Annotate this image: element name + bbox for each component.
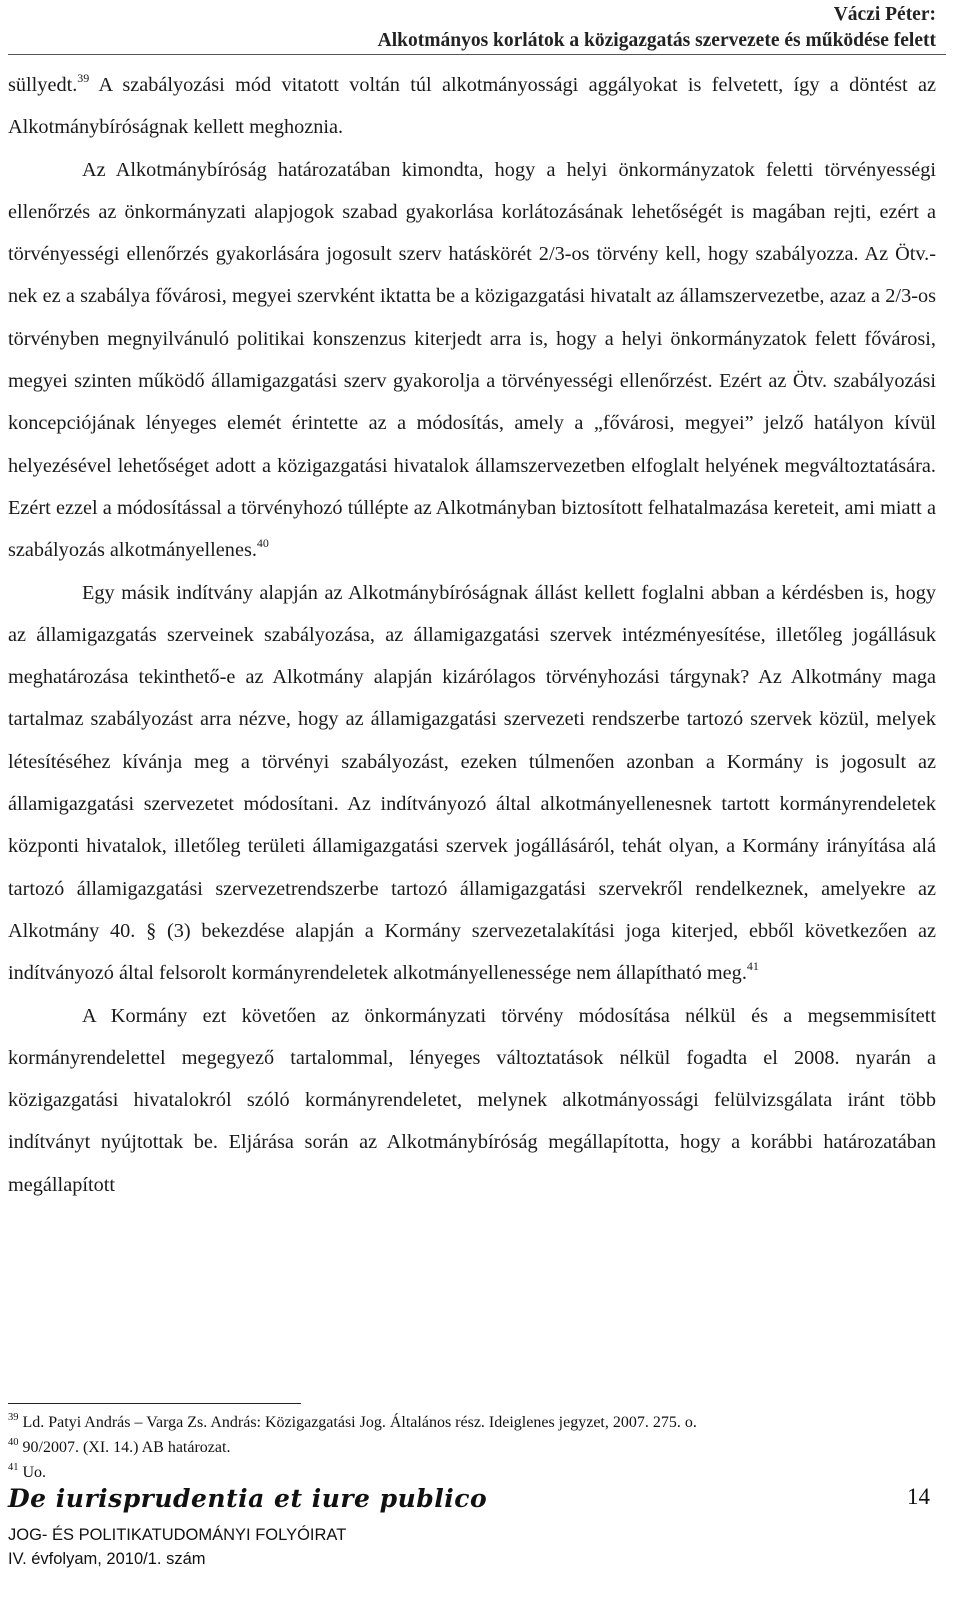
footnote-ref-40[interactable]: 40 xyxy=(256,536,269,551)
paragraph-2-text: Az Alkotmánybíróság határozatában kimondta, hogy a helyi önkormányzatok feletti törvényességi ellenőrzés az önkormányzati alapjogok szabad gyakorlása korlátozásának lehetőségét is magában rejti, ezért a törvényességi ellenőrzés gyakorlására jogosult szerv hatáskörét 2/3-os törvény kell, hogy szabályozza. Az Ötv.-nek ez a szabálya fővárosi, megyei szervként iktatta be a közigazgatási hivatalt az államszervezetbe, azaz a 2/3-os törvényben megnyilvánuló politikai konszenzus kiterjedt arra is, hogy a helyi önkormányzatok felett fővárosi, megyei szinten működő államigazgatási szerv gyakorolja a törvényességi ellenőrzést. Ezért az Ötv. szabályozási koncepciójának lényeges elemét érintette az a módosítás, amely a „fővárosi, megyei” jelző hatályon kívül helyezésével lehetőséget adott a közigazgatási hivatalok államszervezetben elfoglalt helyének megváltoztatására. Ezért ezzel a módosítással a törvényhozó túllépte az Alkotmányban biztosított felhatalmazása kereteit, ami miatt a szabályozás alkotmányellenes. xyxy=(8,158,936,562)
footnote-41 xyxy=(8,1460,938,1485)
header-author: Váczi Péter: xyxy=(833,4,936,25)
paragraph-1-text: süllyedt. xyxy=(8,74,78,96)
footnote-text: Uo. xyxy=(22,1464,47,1481)
body-text xyxy=(8,64,936,1206)
footnote-number: 39 xyxy=(8,1412,19,1423)
paragraph-3 xyxy=(8,572,936,995)
footnote-ref-41[interactable]: 41 xyxy=(746,959,759,974)
footnote-divider xyxy=(8,1403,301,1404)
header-divider xyxy=(8,54,946,55)
footnote-ref-39[interactable]: 39 xyxy=(77,71,90,85)
paragraph-1-text-cont: A szabályozási mód vitatott voltán túl alkotmányossági aggályokat is felvetett, így a döntést az Alkotmánybíróságnak kellett meghoznia. xyxy=(8,74,936,139)
footnote-39 xyxy=(8,1410,938,1435)
journal-subtitle: JOG- ÉS POLITIKATUDOMÁNYI FOLYÓIRAT xyxy=(8,1526,347,1544)
journal-title: De iurisprudentia et iure publico xyxy=(8,1484,488,1513)
page-number: 14 xyxy=(907,1484,930,1509)
paragraph-2 xyxy=(8,149,936,572)
paragraph-4 xyxy=(8,995,936,1206)
footnote-number: 40 xyxy=(8,1437,19,1448)
running-header xyxy=(378,2,936,54)
paragraph-1 xyxy=(8,64,936,149)
footnote-number: 41 xyxy=(8,1462,19,1473)
journal-issue: IV. évfolyam, 2010/1. szám xyxy=(8,1550,206,1568)
paragraph-4-text: A Kormány ezt követően az önkormányzati törvény módosítása nélkül és a megsemmisített kormányrendelettel megegyező tartalommal, lényeges változtatások nélkül fogadta el 2008. nyarán a közigazgatási hivatalokról szóló kormányrendeletet, melynek alkotmányossági felülvizsgálata iránt több indítványt nyújtottak be. Eljárása során az Alkotmánybíróság megállapította, hogy a korábbi határozatában megállapított xyxy=(8,1004,936,1196)
footnote-text: 90/2007. (XI. 14.) AB határozat. xyxy=(22,1439,231,1456)
footnote-40 xyxy=(8,1435,938,1460)
paragraph-3-text: Egy másik indítvány alapján az Alkotmánybíróságnak állást kellett foglalni abban a kérdésben is, hogy az államigazgatás szerveinek szabályozása, az államigazgatási szervek intézményesítése, illetőleg jogállásuk meghatározása tekinthető-e az Alkotmány alapján kizárólagos törvényhozási tárgynak? Az Alkotmány maga tartalmaz szabályozást arra nézve, hogy az államigazgatási szervezeti rendszerbe tartozó szervek közül, melyek létesítéséhez kívánja meg a törvényi szabályozást, ezeken túlmenően azonban a Kormány is jogosult az államigazgatási szervezetet módosítani. Az indítványozó által alkotmányellenesnek tartott kormányrendeletek központi hivatalok, illetőleg területi államigazgatási szervek jogállásáról, tehát olyan, a Kormány irányítása alá tartozó államigazgatási szervezetrendszerbe tartozó államigazgatási szervekről rendelkeznek, amelyekre az Alkotmány 40. § (3) bekezdése alapján a Kormány szervezetalakítási joga kiterjed, ebből következően az indítványozó által felsorolt kormányrendeletek alkotmányellenessége nem állapítható meg. xyxy=(8,581,936,985)
footnote-text: Ld. Patyi András – Varga Zs. András: Közigazgatási Jog. Általános rész. Ideiglenes jegyzet, 2007. 275. o. xyxy=(22,1414,697,1431)
header-title: Alkotmányos korlátok a közigazgatás szervezete és működése felett xyxy=(377,30,936,51)
footnotes xyxy=(8,1410,938,1485)
